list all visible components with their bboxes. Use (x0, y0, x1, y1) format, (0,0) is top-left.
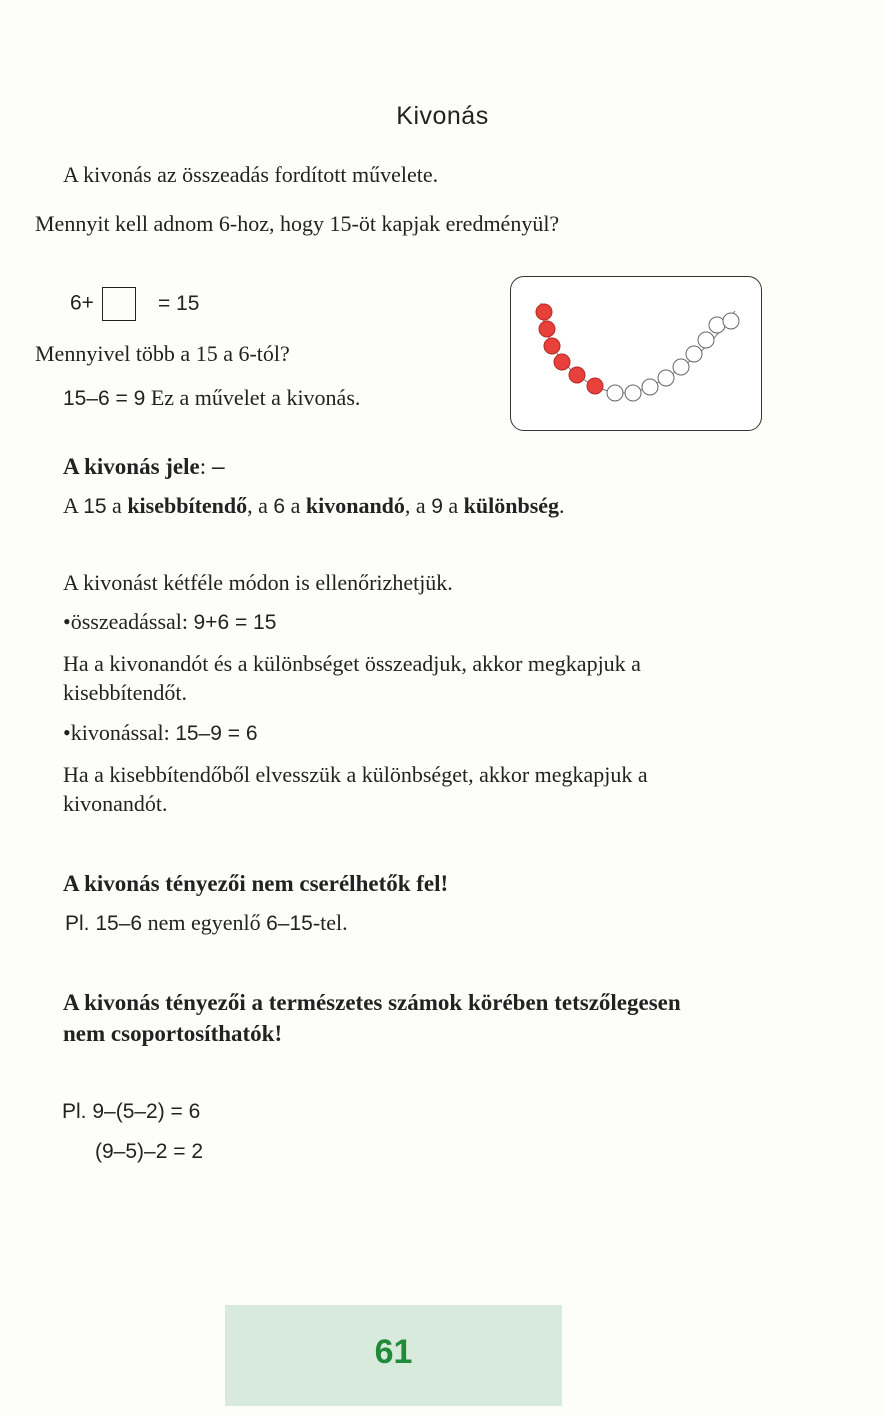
terms-text: A (63, 493, 84, 518)
white-bead (673, 359, 689, 375)
bead-abacus-illustration (510, 276, 762, 431)
rule-associative-1: A kivonás tényezői a természetes számok körében tetszőlegesen (63, 990, 681, 1015)
white-bead (642, 379, 658, 395)
page-footer (225, 1305, 562, 1406)
page-number: 61 (374, 1333, 413, 1371)
answer-line (63, 385, 360, 411)
sign-label: A kivonás jele (63, 454, 200, 479)
example-associative-2: (9–5)–2 = 2 (95, 1140, 203, 1163)
term-subtrahend: kivonandó (305, 493, 405, 518)
check-expression: 15–9 = 6 (175, 722, 258, 745)
answer-expression: 15–6 = 9 (63, 387, 146, 410)
white-bead (658, 370, 674, 386)
answer-box (102, 287, 136, 321)
rule-commutative: A kivonás tényezői nem cserélhetők fel! (63, 871, 449, 896)
sign-line (63, 453, 225, 480)
red-bead (536, 304, 552, 320)
page-title: Kivonás (396, 102, 489, 130)
abacus-drawing (511, 277, 761, 430)
check-label: kivonással: (70, 720, 176, 745)
example-associative-1: Pl. 9–(5–2) = 6 (62, 1100, 201, 1123)
check-addition-desc-1: Ha a kivonandót és a különbséget összeadjuk, akkor megkapjuk a (63, 651, 641, 676)
minus-sign: – (211, 453, 225, 479)
example-prefix: Pl. 15–6 (65, 912, 143, 935)
check-label: összeadással: (70, 609, 194, 634)
terms-line (63, 493, 565, 519)
check-addition (63, 609, 276, 635)
term-difference: különbség (463, 493, 560, 518)
terms-text: . (559, 493, 565, 518)
difference-number: 9 (431, 495, 443, 518)
white-bead (625, 385, 641, 401)
example-suffix: -tel. (312, 910, 348, 935)
equation-right: = 15 (157, 291, 200, 315)
check-intro: A kivonást kétféle módon is ellenőrizhetjük. (63, 570, 453, 595)
white-bead (698, 332, 714, 348)
white-bead (723, 313, 739, 329)
terms-text: , a (404, 493, 432, 518)
bullet: • (63, 720, 71, 745)
intro-text: A kivonás az összeadás fordított művelete. (63, 162, 439, 187)
check-subtraction-desc-1: Ha a kisebbítendőből elvesszük a különbséget, akkor megkapjuk a (63, 762, 648, 787)
terms-text: a (106, 493, 128, 518)
red-bead (569, 367, 585, 383)
subtrahend-number: 6 (273, 495, 286, 518)
answer-text: Ez a művelet a kivonás. (145, 385, 361, 410)
example-text: nem egyenlő (142, 910, 267, 935)
red-bead (539, 321, 555, 337)
white-bead (607, 385, 623, 401)
red-bead (587, 378, 603, 394)
terms-text: a (442, 493, 464, 518)
question-2: Mennyivel több a 15 a 6-tól? (35, 341, 290, 366)
terms-text: a (285, 493, 306, 518)
minuend-number: 15 (83, 495, 107, 518)
bullet: • (63, 609, 71, 634)
example-expression: 6–15 (266, 912, 313, 935)
check-expression: 9+6 = 15 (193, 611, 277, 634)
red-bead (554, 354, 570, 370)
check-subtraction-desc-2: kivonandót. (63, 791, 168, 816)
terms-text: , a (247, 493, 274, 518)
equation (70, 287, 199, 321)
white-bead (686, 346, 702, 362)
rule-associative-2: nem csoportosíthatók! (63, 1021, 283, 1046)
question-1: Mennyit kell adnom 6-hoz, hogy 15-öt kapjak eredményül? (35, 211, 560, 236)
example-commutative (65, 910, 348, 936)
white-bead (709, 317, 725, 333)
check-addition-desc-2: kisebbítendőt. (63, 680, 188, 705)
check-subtraction (63, 720, 258, 746)
equation-left: 6+ (70, 291, 94, 315)
sign-separator: : (199, 454, 212, 479)
term-minuend: kisebbítendő (127, 493, 248, 518)
red-bead (544, 338, 560, 354)
